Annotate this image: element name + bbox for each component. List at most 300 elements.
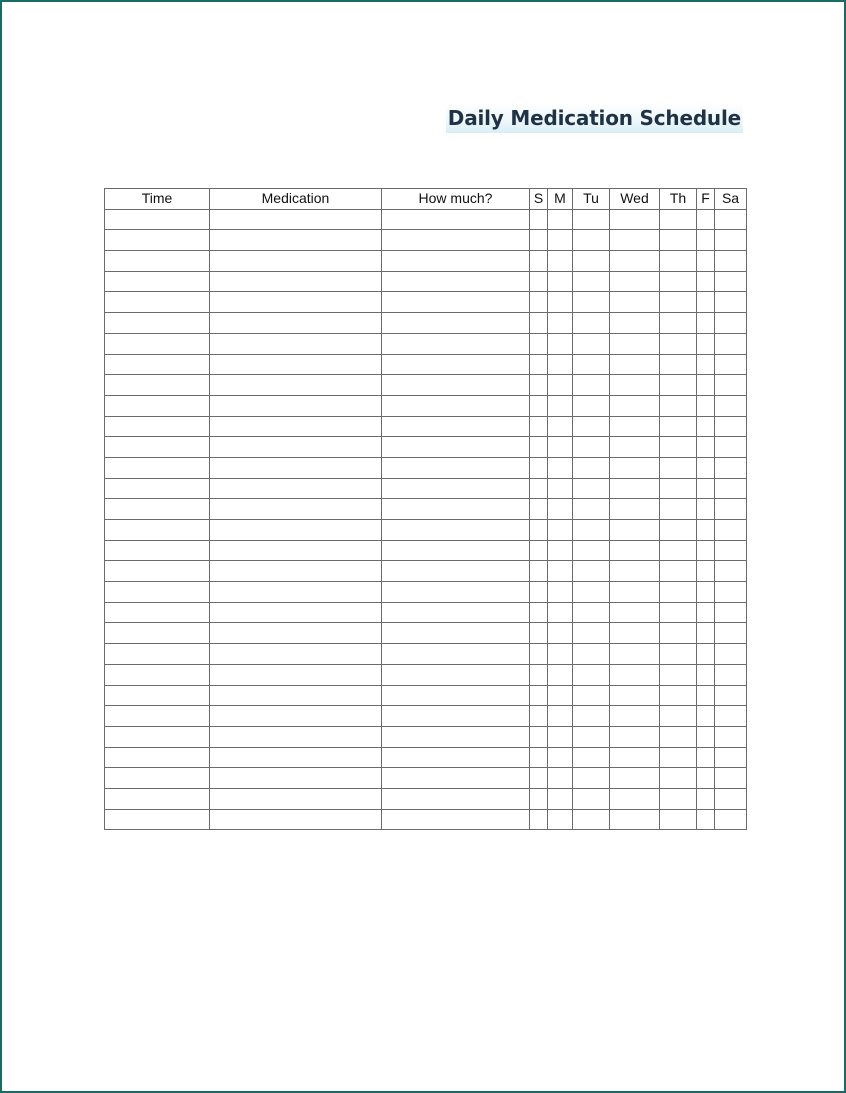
cell-friday xyxy=(697,375,715,396)
cell-how-much xyxy=(382,292,530,313)
cell-how-much xyxy=(382,416,530,437)
cell-medication xyxy=(210,664,382,685)
cell-saturday xyxy=(715,747,747,768)
cell-how-much xyxy=(382,375,530,396)
cell-medication xyxy=(210,333,382,354)
cell-friday xyxy=(697,437,715,458)
table-row xyxy=(105,747,747,768)
cell-tuesday xyxy=(573,768,610,789)
cell-monday xyxy=(548,788,573,809)
cell-saturday xyxy=(715,664,747,685)
cell-tuesday xyxy=(573,644,610,665)
cell-saturday xyxy=(715,251,747,272)
table-row xyxy=(105,251,747,272)
cell-friday xyxy=(697,313,715,334)
cell-friday xyxy=(697,333,715,354)
cell-time xyxy=(105,768,210,789)
cell-tuesday xyxy=(573,354,610,375)
cell-friday xyxy=(697,809,715,830)
cell-monday xyxy=(548,416,573,437)
cell-sunday xyxy=(530,395,548,416)
cell-thursday xyxy=(660,499,697,520)
cell-thursday xyxy=(660,788,697,809)
cell-saturday xyxy=(715,209,747,230)
cell-how-much xyxy=(382,623,530,644)
cell-wednesday xyxy=(610,209,660,230)
cell-sunday xyxy=(530,333,548,354)
cell-time xyxy=(105,416,210,437)
table-row xyxy=(105,375,747,396)
cell-saturday xyxy=(715,520,747,541)
cell-time xyxy=(105,664,210,685)
cell-wednesday xyxy=(610,788,660,809)
cell-saturday xyxy=(715,540,747,561)
cell-friday xyxy=(697,561,715,582)
cell-friday xyxy=(697,706,715,727)
cell-time xyxy=(105,747,210,768)
cell-medication xyxy=(210,561,382,582)
cell-wednesday xyxy=(610,354,660,375)
cell-saturday xyxy=(715,602,747,623)
table-row xyxy=(105,230,747,251)
cell-how-much xyxy=(382,809,530,830)
cell-wednesday xyxy=(610,582,660,603)
cell-saturday xyxy=(715,457,747,478)
cell-sunday xyxy=(530,478,548,499)
cell-friday xyxy=(697,499,715,520)
cell-sunday xyxy=(530,809,548,830)
cell-time xyxy=(105,809,210,830)
cell-friday xyxy=(697,478,715,499)
cell-medication xyxy=(210,395,382,416)
cell-thursday xyxy=(660,747,697,768)
cell-friday xyxy=(697,664,715,685)
cell-medication xyxy=(210,292,382,313)
cell-how-much xyxy=(382,251,530,272)
cell-saturday xyxy=(715,582,747,603)
cell-friday xyxy=(697,540,715,561)
cell-monday xyxy=(548,292,573,313)
cell-tuesday xyxy=(573,478,610,499)
cell-friday xyxy=(697,726,715,747)
table-row xyxy=(105,685,747,706)
cell-tuesday xyxy=(573,230,610,251)
cell-time xyxy=(105,333,210,354)
cell-friday xyxy=(697,395,715,416)
cell-how-much xyxy=(382,706,530,727)
cell-monday xyxy=(548,540,573,561)
cell-sunday xyxy=(530,602,548,623)
cell-saturday xyxy=(715,416,747,437)
cell-wednesday xyxy=(610,809,660,830)
cell-how-much xyxy=(382,520,530,541)
cell-wednesday xyxy=(610,520,660,541)
cell-thursday xyxy=(660,602,697,623)
cell-tuesday xyxy=(573,437,610,458)
cell-friday xyxy=(697,209,715,230)
cell-how-much xyxy=(382,644,530,665)
cell-friday xyxy=(697,520,715,541)
cell-tuesday xyxy=(573,561,610,582)
cell-monday xyxy=(548,395,573,416)
cell-time xyxy=(105,540,210,561)
cell-wednesday xyxy=(610,271,660,292)
cell-thursday xyxy=(660,540,697,561)
cell-sunday xyxy=(530,437,548,458)
cell-tuesday xyxy=(573,747,610,768)
cell-time xyxy=(105,623,210,644)
cell-tuesday xyxy=(573,457,610,478)
cell-how-much xyxy=(382,561,530,582)
cell-medication xyxy=(210,313,382,334)
cell-friday xyxy=(697,292,715,313)
cell-monday xyxy=(548,623,573,644)
cell-tuesday xyxy=(573,209,610,230)
cell-wednesday xyxy=(610,623,660,644)
cell-monday xyxy=(548,809,573,830)
cell-saturday xyxy=(715,271,747,292)
cell-time xyxy=(105,251,210,272)
medication-schedule-table xyxy=(104,188,747,830)
cell-friday xyxy=(697,457,715,478)
table-row xyxy=(105,788,747,809)
cell-medication xyxy=(210,809,382,830)
cell-medication xyxy=(210,499,382,520)
cell-monday xyxy=(548,520,573,541)
cell-friday xyxy=(697,354,715,375)
cell-tuesday xyxy=(573,333,610,354)
header-wednesday: Wed xyxy=(610,189,660,210)
table-row xyxy=(105,292,747,313)
cell-tuesday xyxy=(573,664,610,685)
cell-medication xyxy=(210,540,382,561)
cell-thursday xyxy=(660,520,697,541)
cell-tuesday xyxy=(573,685,610,706)
cell-monday xyxy=(548,561,573,582)
cell-wednesday xyxy=(610,313,660,334)
cell-how-much xyxy=(382,602,530,623)
cell-tuesday xyxy=(573,788,610,809)
cell-tuesday xyxy=(573,395,610,416)
cell-medication xyxy=(210,602,382,623)
cell-friday xyxy=(697,623,715,644)
cell-how-much xyxy=(382,582,530,603)
table-row xyxy=(105,664,747,685)
cell-friday xyxy=(697,271,715,292)
table-row xyxy=(105,271,747,292)
table-row xyxy=(105,582,747,603)
cell-monday xyxy=(548,230,573,251)
cell-monday xyxy=(548,706,573,727)
cell-wednesday xyxy=(610,664,660,685)
cell-time xyxy=(105,313,210,334)
header-medication: Medication xyxy=(210,189,382,210)
cell-wednesday xyxy=(610,292,660,313)
cell-tuesday xyxy=(573,602,610,623)
cell-tuesday xyxy=(573,726,610,747)
cell-time xyxy=(105,478,210,499)
cell-sunday xyxy=(530,230,548,251)
table-row xyxy=(105,333,747,354)
cell-sunday xyxy=(530,788,548,809)
cell-wednesday xyxy=(610,540,660,561)
cell-wednesday xyxy=(610,251,660,272)
cell-time xyxy=(105,582,210,603)
cell-wednesday xyxy=(610,561,660,582)
cell-tuesday xyxy=(573,706,610,727)
cell-monday xyxy=(548,478,573,499)
cell-sunday xyxy=(530,416,548,437)
cell-thursday xyxy=(660,209,697,230)
cell-wednesday xyxy=(610,747,660,768)
cell-medication xyxy=(210,582,382,603)
table-row xyxy=(105,540,747,561)
cell-time xyxy=(105,726,210,747)
cell-thursday xyxy=(660,333,697,354)
cell-saturday xyxy=(715,333,747,354)
cell-monday xyxy=(548,209,573,230)
cell-saturday xyxy=(715,313,747,334)
cell-wednesday xyxy=(610,230,660,251)
cell-how-much xyxy=(382,395,530,416)
cell-thursday xyxy=(660,395,697,416)
cell-tuesday xyxy=(573,499,610,520)
cell-medication xyxy=(210,685,382,706)
cell-time xyxy=(105,354,210,375)
cell-friday xyxy=(697,788,715,809)
cell-tuesday xyxy=(573,540,610,561)
cell-medication xyxy=(210,209,382,230)
cell-thursday xyxy=(660,726,697,747)
cell-time xyxy=(105,706,210,727)
cell-medication xyxy=(210,251,382,272)
cell-how-much xyxy=(382,354,530,375)
cell-thursday xyxy=(660,437,697,458)
cell-how-much xyxy=(382,333,530,354)
cell-saturday xyxy=(715,375,747,396)
cell-how-much xyxy=(382,437,530,458)
cell-monday xyxy=(548,726,573,747)
cell-time xyxy=(105,271,210,292)
cell-monday xyxy=(548,499,573,520)
header-tuesday: Tu xyxy=(573,189,610,210)
cell-medication xyxy=(210,768,382,789)
cell-saturday xyxy=(715,561,747,582)
cell-how-much xyxy=(382,313,530,334)
cell-wednesday xyxy=(610,457,660,478)
cell-saturday xyxy=(715,395,747,416)
cell-sunday xyxy=(530,457,548,478)
cell-time xyxy=(105,788,210,809)
cell-time xyxy=(105,685,210,706)
cell-thursday xyxy=(660,561,697,582)
cell-sunday xyxy=(530,313,548,334)
cell-friday xyxy=(697,644,715,665)
cell-thursday xyxy=(660,768,697,789)
cell-how-much xyxy=(382,457,530,478)
cell-time xyxy=(105,209,210,230)
cell-thursday xyxy=(660,354,697,375)
header-how-much: How much? xyxy=(382,189,530,210)
cell-medication xyxy=(210,354,382,375)
cell-friday xyxy=(697,602,715,623)
cell-monday xyxy=(548,354,573,375)
cell-monday xyxy=(548,457,573,478)
header-thursday: Th xyxy=(660,189,697,210)
cell-friday xyxy=(697,768,715,789)
cell-medication xyxy=(210,520,382,541)
table-row xyxy=(105,478,747,499)
cell-medication xyxy=(210,788,382,809)
header-row xyxy=(105,189,747,210)
cell-tuesday xyxy=(573,582,610,603)
cell-how-much xyxy=(382,768,530,789)
cell-time xyxy=(105,437,210,458)
cell-wednesday xyxy=(610,768,660,789)
cell-thursday xyxy=(660,251,697,272)
cell-monday xyxy=(548,685,573,706)
cell-medication xyxy=(210,375,382,396)
cell-how-much xyxy=(382,499,530,520)
header-friday: F xyxy=(697,189,715,210)
cell-thursday xyxy=(660,271,697,292)
cell-thursday xyxy=(660,623,697,644)
cell-saturday xyxy=(715,623,747,644)
table-row xyxy=(105,416,747,437)
cell-time xyxy=(105,561,210,582)
cell-time xyxy=(105,644,210,665)
cell-sunday xyxy=(530,251,548,272)
cell-medication xyxy=(210,623,382,644)
cell-sunday xyxy=(530,209,548,230)
table-row xyxy=(105,313,747,334)
cell-friday xyxy=(697,685,715,706)
cell-tuesday xyxy=(573,313,610,334)
cell-thursday xyxy=(660,230,697,251)
cell-saturday xyxy=(715,478,747,499)
cell-medication xyxy=(210,271,382,292)
cell-time xyxy=(105,292,210,313)
cell-sunday xyxy=(530,561,548,582)
cell-sunday xyxy=(530,768,548,789)
cell-thursday xyxy=(660,416,697,437)
cell-medication xyxy=(210,478,382,499)
cell-how-much xyxy=(382,271,530,292)
cell-tuesday xyxy=(573,809,610,830)
cell-saturday xyxy=(715,809,747,830)
cell-saturday xyxy=(715,230,747,251)
cell-how-much xyxy=(382,685,530,706)
cell-tuesday xyxy=(573,251,610,272)
cell-wednesday xyxy=(610,333,660,354)
cell-medication xyxy=(210,230,382,251)
header-sunday: S xyxy=(530,189,548,210)
cell-time xyxy=(105,499,210,520)
cell-wednesday xyxy=(610,478,660,499)
table-row xyxy=(105,726,747,747)
table-row xyxy=(105,706,747,727)
cell-monday xyxy=(548,768,573,789)
table-row xyxy=(105,209,747,230)
header-saturday: Sa xyxy=(715,189,747,210)
cell-friday xyxy=(697,747,715,768)
cell-time xyxy=(105,230,210,251)
cell-how-much xyxy=(382,788,530,809)
cell-sunday xyxy=(530,375,548,396)
cell-wednesday xyxy=(610,499,660,520)
cell-saturday xyxy=(715,437,747,458)
cell-sunday xyxy=(530,520,548,541)
cell-monday xyxy=(548,664,573,685)
cell-tuesday xyxy=(573,520,610,541)
cell-wednesday xyxy=(610,437,660,458)
table-row xyxy=(105,395,747,416)
cell-saturday xyxy=(715,768,747,789)
cell-wednesday xyxy=(610,395,660,416)
cell-wednesday xyxy=(610,644,660,665)
cell-saturday xyxy=(715,292,747,313)
cell-thursday xyxy=(660,582,697,603)
table-row xyxy=(105,520,747,541)
cell-monday xyxy=(548,271,573,292)
cell-monday xyxy=(548,747,573,768)
cell-how-much xyxy=(382,664,530,685)
cell-sunday xyxy=(530,271,548,292)
table-row xyxy=(105,623,747,644)
cell-sunday xyxy=(530,582,548,603)
cell-medication xyxy=(210,644,382,665)
cell-tuesday xyxy=(573,292,610,313)
cell-wednesday xyxy=(610,375,660,396)
cell-sunday xyxy=(530,747,548,768)
cell-sunday xyxy=(530,499,548,520)
cell-how-much xyxy=(382,540,530,561)
cell-saturday xyxy=(715,499,747,520)
cell-sunday xyxy=(530,292,548,313)
cell-saturday xyxy=(715,685,747,706)
cell-thursday xyxy=(660,664,697,685)
cell-monday xyxy=(548,251,573,272)
cell-wednesday xyxy=(610,685,660,706)
cell-sunday xyxy=(530,644,548,665)
cell-wednesday xyxy=(610,726,660,747)
cell-monday xyxy=(548,582,573,603)
table-row xyxy=(105,602,747,623)
cell-sunday xyxy=(530,685,548,706)
cell-friday xyxy=(697,251,715,272)
cell-thursday xyxy=(660,809,697,830)
table-row xyxy=(105,768,747,789)
table-row xyxy=(105,354,747,375)
cell-thursday xyxy=(660,685,697,706)
cell-saturday xyxy=(715,788,747,809)
cell-monday xyxy=(548,437,573,458)
cell-medication xyxy=(210,706,382,727)
cell-sunday xyxy=(530,664,548,685)
cell-wednesday xyxy=(610,706,660,727)
table-row xyxy=(105,457,747,478)
cell-how-much xyxy=(382,726,530,747)
cell-thursday xyxy=(660,478,697,499)
cell-saturday xyxy=(715,726,747,747)
cell-sunday xyxy=(530,623,548,644)
table-row xyxy=(105,561,747,582)
cell-thursday xyxy=(660,292,697,313)
cell-thursday xyxy=(660,313,697,334)
cell-how-much xyxy=(382,209,530,230)
cell-friday xyxy=(697,416,715,437)
table-row xyxy=(105,644,747,665)
